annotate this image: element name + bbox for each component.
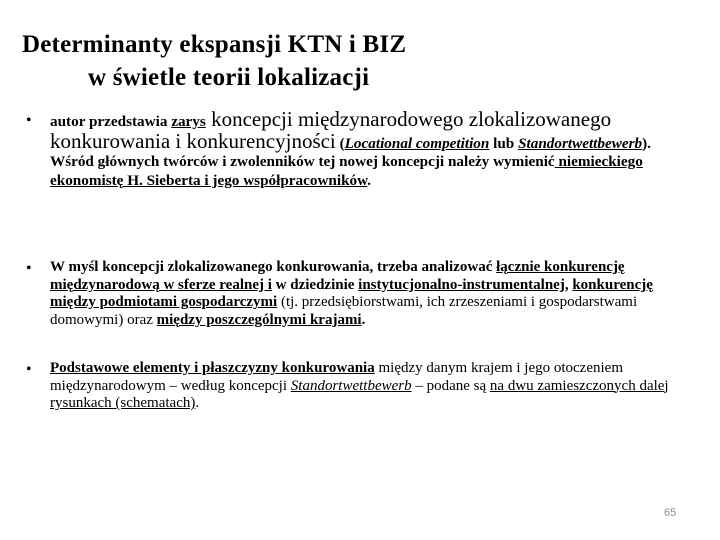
- title-line-2: w świetle teorii lokalizacji: [88, 64, 370, 91]
- p2-text-instytucjonalno: instytucjonalno-instrumentalnej: [358, 276, 565, 293]
- p1-text-concept: koncepcji międzynarodowego zlokalizowanego konkurowania i konkurencyjności: [50, 107, 612, 153]
- p2-text-period: .: [361, 311, 366, 328]
- p1-text-siebert: niemieckiego ekonomistę H. Sieberta i jego współpracowników: [50, 153, 643, 189]
- bullet-paragraph-1: [50, 107, 690, 190]
- bullet-paragraph-3: [50, 360, 690, 413]
- p1-text-lub: lub: [489, 134, 519, 152]
- p2-text-tj: (tj. przedsiębiorstwami, ich zrzeszeniami i gospodarstwami domowymi) oraz: [50, 294, 638, 328]
- p2-text-comma: ,: [564, 276, 573, 293]
- p3-text-rysunkach: na dwu zamieszczonych dalej rysunkach (schematach): [50, 377, 669, 412]
- p2-text-lacznie: łącznie konkurencję międzynarodową w sferze realnej i: [50, 259, 625, 293]
- p2-text-intro: W myśl koncepcji zlokalizowanego konkurowania, trzeba analizować: [50, 259, 497, 275]
- bullet-marker-3: •: [26, 361, 32, 378]
- bullet-paragraph-2: [50, 259, 690, 329]
- p1-text-period: .: [367, 171, 372, 189]
- p2-text-dziedzinie: w dziedzinie: [271, 276, 359, 293]
- p1-text-zarys: zarys: [171, 113, 206, 130]
- bullet-marker-1: •: [26, 112, 32, 129]
- p2-text-konkurencje-podmiotami: konkurencję między podmiotami gospodarczymi: [50, 276, 653, 311]
- slide-title: [22, 28, 406, 94]
- p3-text-standortwettbewerb: Standortwettbewerb: [290, 377, 412, 394]
- bullet-marker-2: •: [26, 260, 32, 277]
- p2-text-miedzy-krajami: między poszczególnymi krajami: [156, 311, 362, 328]
- p1-text-paren-open: (: [335, 134, 345, 152]
- p3-text-period: .: [195, 395, 200, 412]
- p1-text-locational-competition: Locational competition: [344, 134, 490, 152]
- p3-text-otoczeniem: między danym krajem i jego otoczeniem międzynarodowym – według koncepcji: [50, 360, 623, 394]
- p3-text-podane: – podane są: [411, 377, 490, 394]
- page-number: 65: [664, 507, 677, 519]
- p1-text-author: autor przedstawia: [50, 113, 172, 130]
- title-line-1: Determinanty ekspansji KTN i BIZ: [22, 31, 407, 58]
- p1-text-creators: ). Wśród głównych twórców i zwolenników tej nowej koncepcji należy wymienić: [50, 134, 651, 170]
- p3-text-elementy: Podstawowe elementy i płaszczyzny konkurowania: [50, 360, 375, 376]
- p1-text-standortwettbewerb: Standortwettbewerb: [518, 134, 643, 152]
